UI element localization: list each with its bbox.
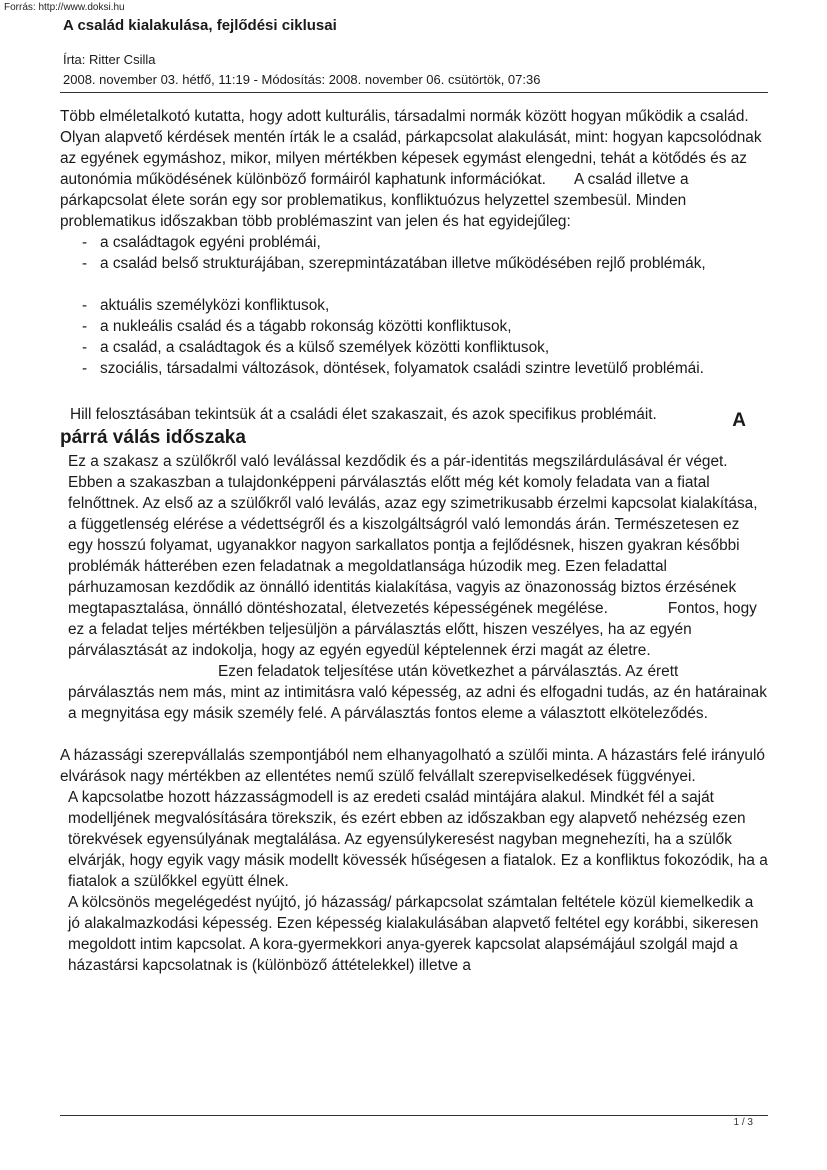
list-item: - aktuális személyközi konfliktusok, (82, 295, 768, 316)
list-item: - a család, a családtagok és a külső személyek közötti konfliktusok, (82, 337, 768, 358)
footer-divider (60, 1115, 768, 1116)
paragraph: A kölcsönös megelégedést nyújtó, jó házasság/ párkapcsolat számtalan feltétele közül kiemelkedik a jó alakalmazkodási képesség. Ezen képesség kialakulásában alapvető feltétel egy korábbi, sikeresen megoldott intim kapcsolat. A kora-gyermekkori anya-gyerek kapcsolat alapsémájául szolgál majd a házastársi kapcsolatnak is (különböző áttételekkel) illetve a (68, 894, 759, 974)
list-item: - szociális, társadalmi változások, döntések, folyamatok családi szintre levetülő problémái. (82, 358, 768, 379)
problem-list-continued (60, 295, 768, 379)
section-heading: párrá válás időszaka (60, 427, 246, 448)
article-body (60, 106, 768, 976)
paragraph: A kapcsolatbe hozott házzasságmodell is az eredeti család mintájára alakul. Mindkét fél a saját modelljének megvalósítására törekszik, és ezért ebben az időszakban egy alapvető nehézség ezen törekvések egyensúlyának megtalálása. Az egyensúlykeresést nagyban megnehezíti, ha a szülők elvárják, hogy egyik vagy másik modellt kövessék hűségesen a fiatalok. Ez a konfliktus fokozódik, ha a fiatalok a szülőkkel együtt élnek. (68, 789, 768, 890)
header-divider (60, 92, 768, 93)
paragraph: Ez a szakasz a szülőkről való leválással kezdődik és a pár-identitás megszilárdulásával ér véget. (68, 453, 728, 470)
paragraph: A házassági szerepvállalás szempontjából nem elhanyagolható a szülői minta. A házastárs felé irányuló elvárások nagy mértékben az ellentétes nemű szülő felvállalt szerepviselkedések függvényei. (60, 747, 765, 785)
author-line: Írta: Ritter Csilla (63, 52, 156, 67)
paragraph: Ebben a szakaszban a tulajdonképpeni párválasztás előtt még két komoly feladata van a fiatal felnőttnek. Az első az a szülőkről való leválás, azaz egy szimetrikusabb érzelmi kapcsolat kialakítása, a függetlenség elérése a védettségről és a kiszolgáltságról való lemondás árán. Természetesen ez egy hosszú folyamat, ugyanakkor nagyon sarkallatos pontja a fejlődésnek, hiszen gyakran későbbi problémák hátterében ezen feladatnak a megoldatlansága húzodik meg. Ezen feladattal párhuzamosan kezdődik az önnálló identitás kialakítása, vagyis az önazonosság biztos érzésének megtapasztalása, önnálló döntéshozatal, életvezetés képességének megélése. Fontos, hogy ez a feladat teljes mértékben teljesüljön a párválasztás előtt, hiszen veszélyes, ha az egyén párválasztását az indokolja, hogy az egyén egyedül képtelennek érzi magát az életre.Ezen feladatok teljesítése után következhet a párválasztás. Az érett párválasztás nem más, mint az intimitásra való képesség, az adni és elfogadni tudás, az én határainak a megnyitása egy másik személy felé. A párválasztás fontos eleme a választott elköteleződés. (68, 474, 767, 722)
date-line: 2008. november 03. hétfő, 11:19 - Módosítás: 2008. november 06. csütörtök, 07:36 (63, 72, 541, 87)
list-item: - a nukleális család és a tágabb rokonság közötti konfliktusok, (82, 316, 768, 337)
paragraph-hill: A Hill felosztásában tekintsük át a családi élet szakaszait, és azok specifikus problémáit. (60, 400, 768, 425)
list-item: - a család belső strukturájában, szerepmintázatában illetve működésében rejlő problémák, (82, 253, 768, 274)
section-heading-letter: A (732, 410, 746, 431)
problem-list (60, 232, 768, 274)
source-url: Forrás: http://www.doksi.hu (4, 2, 125, 13)
list-item: - a családtagok egyéni problémái, (82, 232, 768, 253)
article-title: A család kialakulása, fejlődési ciklusai (63, 17, 337, 34)
page-number: 1 / 3 (733, 1117, 753, 1128)
paragraph-intro: Több elméletalkotó kutatta, hogy adott kulturális, társadalmi normák között hogyan működik a család. Olyan alapvető kérdések mentén írták le a család, párkapcsolat alakulását, mint: hogyan kapcsolódnak az egyének egymáshoz, mikor, milyen mértékben képesek egymást elengedni, tehát a kötődés és az autonómia működésének különböző formáiról kaphatunk információkat. A család illetve a párkapcsolat élete során egy sor problematikus, konfliktuózus helyzettel szembesül. Minden problematikus időszakban több problémaszint van jelen és hat egyidejűleg: (60, 108, 762, 230)
